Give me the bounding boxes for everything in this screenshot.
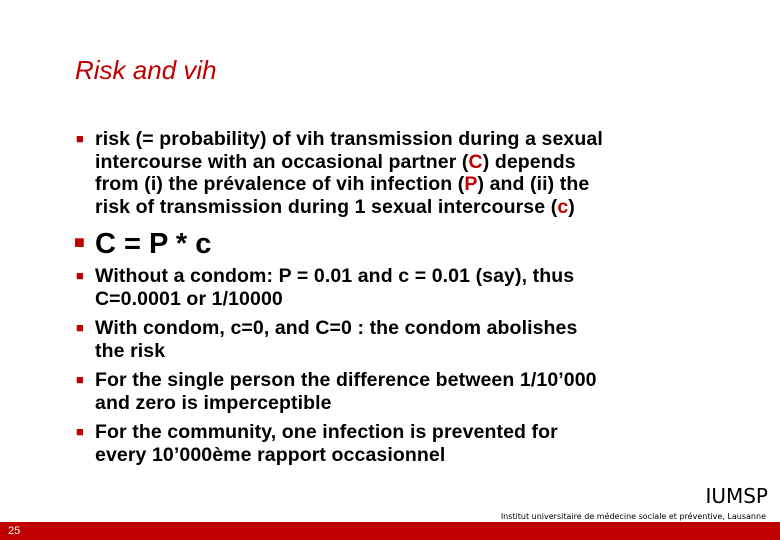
square-bullet-icon — [76, 372, 84, 387]
bullet-line: Without a condom: P = 0.01 and c = 0.01 (say), thus — [95, 265, 575, 287]
square-bullet-icon — [76, 131, 84, 146]
bullet-text — [95, 128, 735, 218]
text-run: ) and (ii) the — [477, 173, 590, 195]
sub-bullet-text — [95, 421, 735, 466]
sub-bullet-text — [95, 265, 735, 310]
bullet-line: With condom, c=0, and C=0 : the condom abolishes — [95, 317, 578, 339]
bullet-line: and zero is imperceptible — [95, 391, 332, 414]
square-bullet-icon — [74, 232, 85, 253]
bullet-line — [95, 151, 735, 174]
text-run: ) — [568, 195, 575, 218]
bullet-line: every 10’000ème rapport occasionnel — [95, 443, 446, 466]
text-run: risk of transmission during 1 sexual intercourse ( — [95, 195, 558, 218]
bullet-line: For the single person the difference between 1/10’000 — [95, 369, 597, 391]
bullet-line — [95, 173, 735, 196]
sub-bullet-text — [95, 369, 735, 414]
bullet-line — [95, 196, 735, 219]
page-number: 25 — [8, 525, 21, 537]
text-run: intercourse with an occasional partner ( — [95, 150, 469, 173]
iumsp-logo-text: IUMSP — [705, 484, 768, 508]
bullet-line: For the community, one infection is prevented for — [95, 421, 558, 443]
square-bullet-icon — [76, 268, 84, 283]
highlight-C: C — [468, 150, 483, 173]
highlight-P: P — [464, 173, 478, 195]
sub-bullet-text — [95, 317, 735, 362]
highlight-c: c — [557, 195, 569, 218]
text-run: ) depends — [482, 150, 576, 173]
bullet-line: the risk — [95, 339, 166, 362]
formula-text: C = P * c — [95, 228, 212, 260]
text-run: from (i) the prévalence of vih infection ( — [95, 173, 465, 195]
square-bullet-icon — [76, 320, 84, 335]
square-bullet-icon — [76, 424, 84, 439]
institute-name: Institut universitaire de médecine sociale et préventive, Lausanne — [500, 512, 766, 521]
footer-bar — [0, 522, 780, 540]
bullet-line: C=0.0001 or 1/10000 — [95, 287, 283, 310]
bullet-line: risk (= probability) of vih transmission during a sexual — [95, 128, 603, 150]
slide-title: Risk and vih — [75, 55, 217, 85]
